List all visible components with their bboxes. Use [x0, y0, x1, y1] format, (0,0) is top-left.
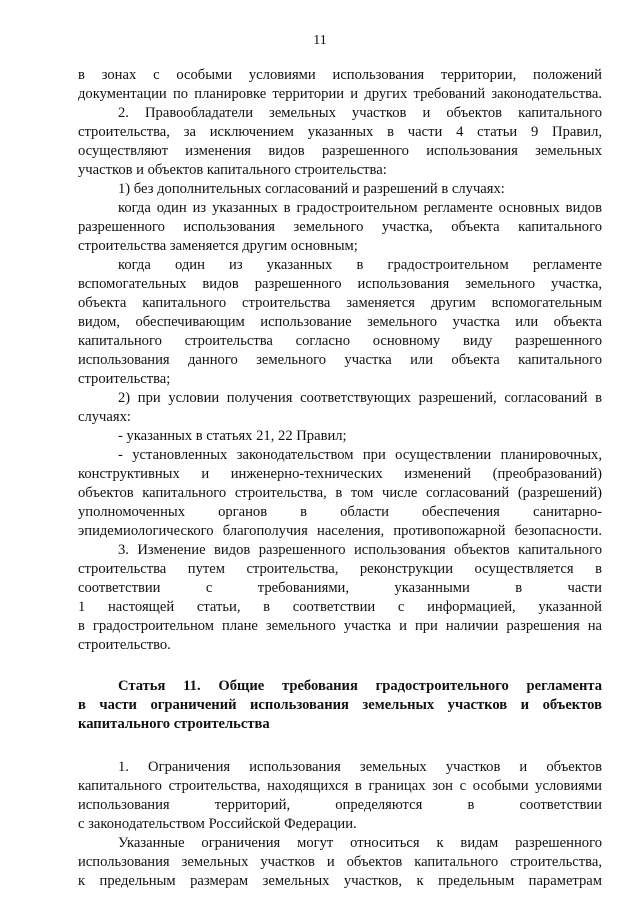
- text-line: капитального строительства согласно основному виду разрешенного: [78, 333, 602, 349]
- text-line: использования территорий, определяются в соответствии: [78, 797, 602, 813]
- page-number: 11: [313, 33, 327, 48]
- text-line: - установленных законодательством при осуществлении планировочных,: [118, 447, 602, 463]
- text-line: 3. Изменение видов разрешенного использования объектов капитального: [118, 542, 602, 558]
- text-line: уполномоченных органов в области обеспечения санитарно-: [78, 504, 602, 520]
- text-line: к предельным размерам земельных участков, к предельным параметрам: [78, 873, 602, 889]
- text-line: в градостроительном плане земельного участка и при наличии разрешения на: [78, 618, 602, 634]
- text-line: строительства;: [78, 371, 171, 387]
- text-line: капитального строительства, находящихся в границах зон с особыми условиями: [78, 778, 602, 794]
- text-line: - указанных в статьях 21, 22 Правил;: [118, 428, 347, 444]
- text-line: участков и объектов капитального строительства:: [78, 162, 387, 178]
- text-line: строительство.: [78, 637, 171, 653]
- text-line: использования данного земельного участка или объекта капитального: [78, 352, 602, 368]
- text-line: когда один из указанных в градостроительном регламенте основных видов: [118, 200, 602, 216]
- text-line: 2) при условии получения соответствующих разрешений, согласований в: [118, 390, 602, 406]
- text-line: видом, обеспечивающим использование земельного участка или объекта: [78, 314, 602, 330]
- text-line: 1) без дополнительных согласований и разрешений в случаях:: [118, 181, 505, 197]
- text-line: Указанные ограничения могут относиться к видам разрешенного: [118, 835, 602, 851]
- text-line: разрешенного использования земельного участка, объекта капитального: [78, 219, 602, 235]
- text-line: случаях:: [78, 409, 131, 425]
- text-line: использования земельных участков и объектов капитального строительства,: [78, 854, 602, 870]
- text-line: строительства заменяется другим основным;: [78, 238, 358, 254]
- text-line: документации по планировке территории и других требований законодательства.: [78, 86, 602, 102]
- text-line: эпидемиологического благополучия населения, противопожарной безопасности.: [78, 523, 602, 539]
- text-line: вспомогательных видов разрешенного использования земельного участка,: [78, 276, 602, 292]
- text-line: объекта капитального строительства заменяется другим вспомогательным: [78, 295, 602, 311]
- text-line: 2. Правообладатели земельных участков и объектов капитального: [118, 105, 602, 121]
- heading-line: Статья 11. Общие требования градостроительного регламента: [118, 678, 602, 694]
- text-line: осуществляют изменения видов разрешенного использования земельных: [78, 143, 602, 159]
- text-line: конструктивных и инженерно-технических изменений (преобразований): [78, 466, 602, 482]
- text-line: в зонах с особыми условиями использования территории, положений: [78, 67, 602, 83]
- text-line: с законодательством Российской Федерации.: [78, 816, 357, 832]
- text-line: строительства, за исключением указанных в части 4 статьи 9 Правил,: [78, 124, 602, 140]
- heading-line: в части ограничений использования земельных участков и объектов: [78, 697, 602, 713]
- text-line: строительства путем строительства, реконструкции осуществляется в: [78, 561, 602, 577]
- heading-line: капитального строительства: [78, 716, 270, 732]
- text-line: 1. Ограничения использования земельных участков и объектов: [118, 759, 602, 775]
- text-line: объектов капитального строительства, в том числе согласований (разрешений): [78, 485, 602, 501]
- text-line: 1 настоящей статьи, в соответствии с информацией, указанной: [78, 599, 602, 615]
- text-line: соответствии с требованиями, указанными в части: [78, 580, 602, 596]
- text-line: когда один из указанных в градостроительном регламенте: [118, 257, 602, 273]
